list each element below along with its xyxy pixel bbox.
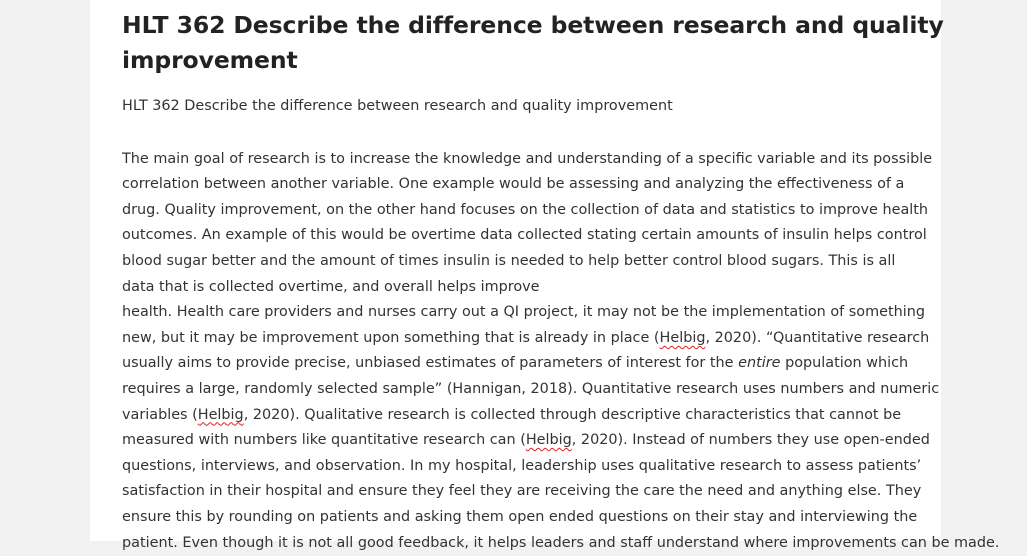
- body-line: drug. Quality improvement, on the other hand focuses on the collection of data and statistics to improve health: [122, 198, 917, 224]
- body-line: outcomes. An example of this would be overtime data collected stating certain amounts of insulin helps control: [122, 223, 917, 249]
- body-text-segment: , 2020). Instead of numbers they use open-ended: [572, 432, 930, 448]
- article-title: [122, 8, 917, 78]
- article-title-line-1: HLT 362 Describe the difference between research and quality: [122, 8, 917, 43]
- article-page: [90, 0, 941, 541]
- body-line: [122, 351, 917, 377]
- body-text-segment: , 2020). “Quantitative research: [705, 330, 929, 346]
- emphasis-word: entire: [738, 355, 780, 371]
- body-line: data that is collected overtime, and overall helps improve: [122, 275, 917, 301]
- article-subtitle: HLT 362 Describe the difference between research and quality improvement: [122, 94, 917, 120]
- body-text-segment: , 2020). Qualitative research is collected through descriptive characteristics that cannot be: [244, 407, 901, 423]
- spellcheck-word: Helbig: [526, 432, 572, 448]
- article-body: [122, 147, 917, 556]
- body-line: [122, 428, 917, 454]
- body-line: satisfaction in their hospital and ensure they feel they are receiving the care the need and anything else. They: [122, 479, 917, 505]
- body-line: ensure this by rounding on patients and asking them open ended questions on their stay and interviewing the: [122, 505, 917, 531]
- body-text-segment: population which: [781, 355, 909, 371]
- body-line: patient. Even though it is not all good feedback, it helps leaders and staff understand where improvements can be made.: [122, 531, 917, 556]
- spellcheck-word: Helbig: [198, 407, 244, 423]
- body-line: requires a large, randomly selected sample” (Hannigan, 2018). Quantitative research uses numbers and numeric: [122, 377, 917, 403]
- body-line: [122, 326, 917, 352]
- body-text-segment: measured with numbers like quantitative research can (: [122, 432, 526, 448]
- body-line: correlation between another variable. One example would be assessing and analyzing the effectiveness of a: [122, 172, 917, 198]
- body-line: The main goal of research is to increase the knowledge and understanding of a specific variable and its possible: [122, 147, 917, 173]
- article-content: [122, 8, 917, 556]
- body-text-segment: new, but it may be improvement upon something that is already in place (: [122, 330, 660, 346]
- body-line: health. Health care providers and nurses carry out a QI project, it may not be the implementation of something: [122, 300, 917, 326]
- article-title-line-2: improvement: [122, 43, 917, 78]
- body-line: [122, 403, 917, 429]
- body-line: questions, interviews, and observation. In my hospital, leadership uses qualitative research to assess patients’: [122, 454, 917, 480]
- spellcheck-word: Helbig: [660, 330, 706, 346]
- body-text-segment: variables (: [122, 407, 198, 423]
- body-text-segment: usually aims to provide precise, unbiased estimates of parameters of interest for the: [122, 355, 738, 371]
- body-line: blood sugar better and the amount of times insulin is needed to help better control blood sugars. This is all: [122, 249, 917, 275]
